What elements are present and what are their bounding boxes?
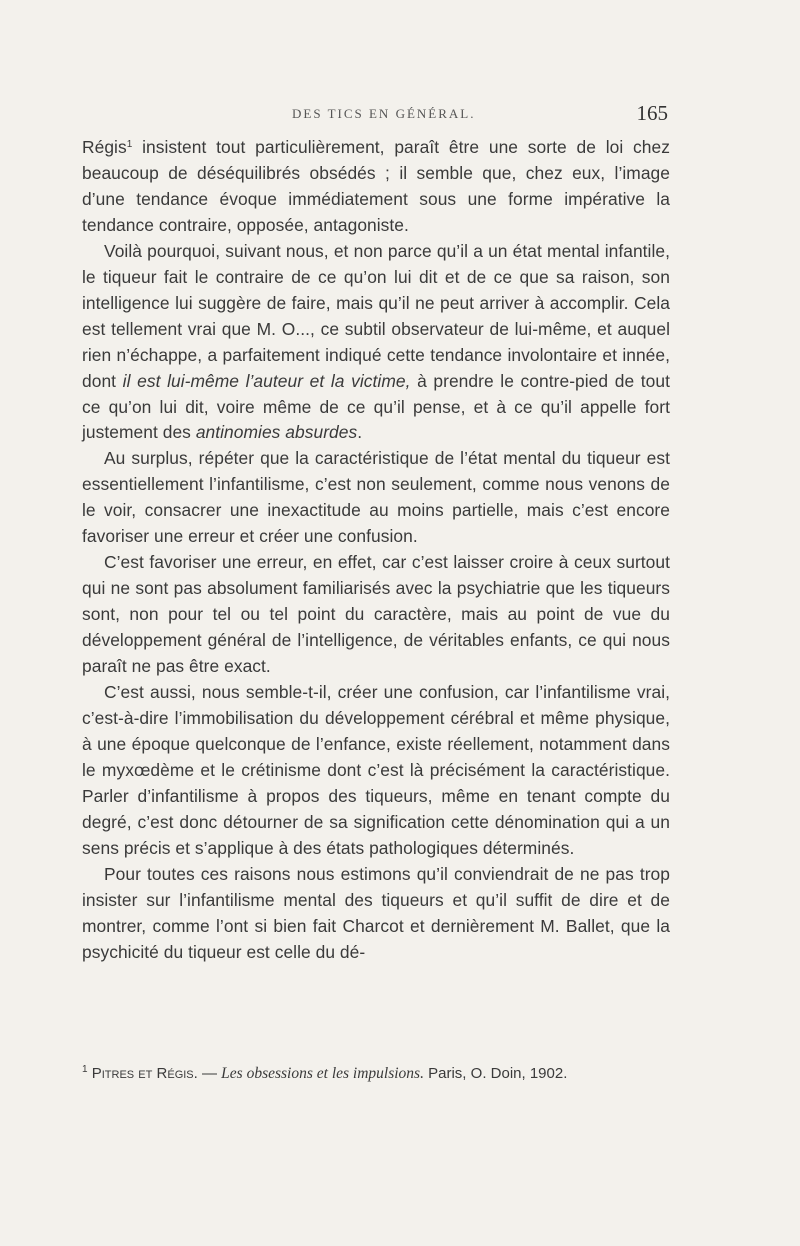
footnote: [82, 1063, 682, 1085]
footnote-publisher: Paris, O. Doin, 1902.: [423, 1065, 568, 1082]
italic-text: il est lui-même l’auteur et la victime,: [122, 370, 411, 391]
footnote-dash: —: [197, 1065, 222, 1082]
text-segment: Pour toutes ces raisons nous estimons qu’il conviendrait de ne pas trop insister sur l’infantilisme mental des tiqueurs et qu’il suffit de dire et de montrer, comme l’ont si bien fait Charcot et dernièrement M. Ballet, que la psychicité du tiqueur est celle du dé-: [82, 863, 670, 962]
paragraph: [82, 550, 670, 680]
paragraph: [82, 446, 670, 550]
text-segment: Régis: [82, 137, 127, 157]
footnote-marker: 1: [82, 1064, 88, 1075]
footnote-ref: 1: [126, 139, 133, 150]
paragraph: [82, 135, 670, 239]
body-text: [82, 135, 670, 966]
page-number: 165: [636, 101, 668, 125]
footnote-title: Les obsessions et les impulsions.: [221, 1065, 424, 1082]
paragraph: [82, 862, 670, 966]
text-segment: Au surplus, répéter que la caractéristique de l’état mental du tiqueur est essentiellement l’infantilisme, c’est non seulement, comme nous venons de le voir, consacrer une inexactitude au moins partielle, mais c’est encore favoriser une erreur et créer une confusion.: [82, 448, 670, 547]
page-header: [82, 101, 668, 128]
text-segment: insistent tout particulièrement, paraît être une sorte de loi chez beaucoup de déséquilibrés obsédés ; il semble que, chez eux, l’image d’une tendance évoque immédiatement sous une forme impérative la tendance contraire, opposée, antagoniste.: [82, 137, 670, 235]
text-segment: C’est aussi, nous semble-t-il, créer une confusion, car l’infantilisme vrai, c’est-à-dire l’immobilisation du développement cérébral et même physique, à une époque quelconque de l’enfance, existe réellement, notamment dans le myxœdème et le crétinisme dont c’est là précisément la caractéristique. Parler d’infantilisme à propos des tiqueurs, même en tenant compte du degré, c’est donc détourner de sa signification cette dénomination qui a un sens précis et s’applique à des états pathologiques déterminés.: [82, 682, 670, 858]
paragraph: [82, 239, 670, 447]
text-segment: Voilà pourquoi, suivant nous, et non parce qu’il a un état mental infantile, le tiqueur fait le contraire de ce qu’on lui dit et de ce que sa raison, son intelligence lui suggère de faire, mais qu’il ne peut arriver à accomplir. Cela est tellement vrai que M. O..., ce subtil observateur de lui-même, et auquel rien n’échappe, a parfaitement indiqué cette tendance involontaire et innée, dont: [82, 240, 670, 391]
italic-text: antinomies absurdes: [195, 422, 358, 443]
text-segment: à prendre le contre-pied de tout ce qu’on lui dit, voire même de ce qu’il pense, et à ce qu’il appelle fort justement des: [82, 370, 670, 443]
paragraph: [82, 680, 670, 862]
text-segment: .: [357, 422, 363, 443]
text-segment: C’est favoriser une erreur, en effet, car c’est laisser croire à ceux surtout qui ne sont pas absolument familiarisés avec la psychiatrie que les tiqueurs sont, non pour tel ou tel point du caractère, mais au point de vue du développement général de l’intelligence, de véritables enfants, ce qui nous paraît ne pas être exact.: [82, 552, 670, 677]
footnote-authors: Pitres et Régis.: [91, 1065, 198, 1082]
running-title: DES TICS EN GÉNÉRAL.: [292, 106, 476, 121]
